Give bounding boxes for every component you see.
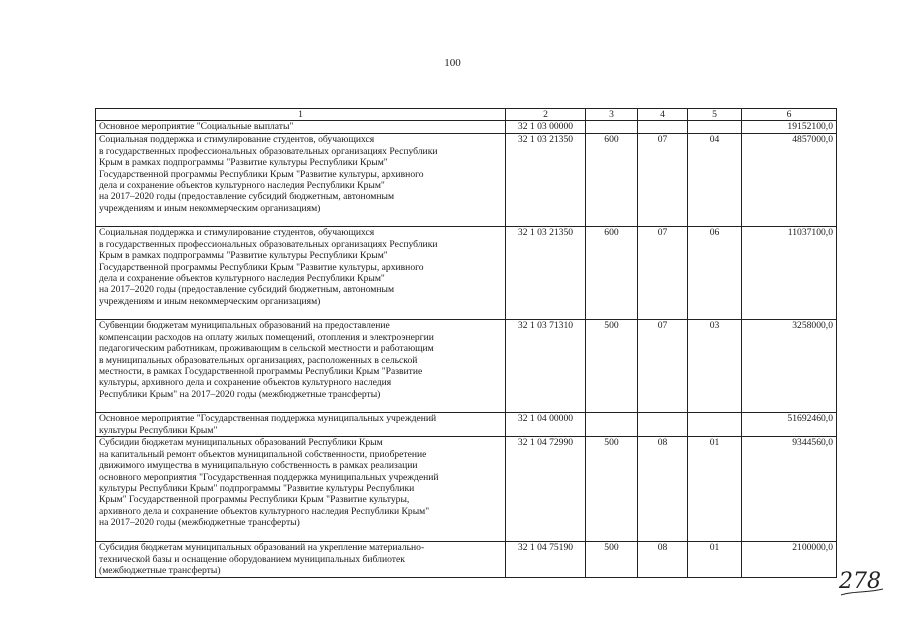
row-description: Социальная поддержка и стимулирование студентов, обучающихся в государственных профессиональных образовательных организациях Республики Крым в рамках подпрограммы "Развитие культуры Республики Крым" Государственной программы Республики Крым "Развитие культуры, архивного дела и сохранение объектов культурного наследия Республики Крым" на 2017–2020 годы (предоставление субсидий бюджетным, автономным учреждениям и иным некоммерческим организациям) <box>96 134 506 227</box>
row-col3: 600 <box>586 134 638 227</box>
table-row <box>96 437 837 542</box>
row-col5 <box>688 413 742 437</box>
row-amount: 3258000,0 <box>742 320 837 413</box>
col-header-4: 4 <box>638 109 688 121</box>
row-amount: 4857000,0 <box>742 134 837 227</box>
row-col4: 07 <box>638 134 688 227</box>
row-col4: 08 <box>638 542 688 578</box>
page-number: 100 <box>444 57 461 69</box>
row-col4: 08 <box>638 437 688 542</box>
row-col5: 03 <box>688 320 742 413</box>
row-col3: 500 <box>586 437 638 542</box>
row-amount: 9344560,0 <box>742 437 837 542</box>
col-header-2: 2 <box>506 109 586 121</box>
row-description: Субсидии бюджетам муниципальных образований Республики Крым на капитальный ремонт объектов муниципальной собственности, приобретение движимого имущества в муниципальную собственность в рамках реализации основного мероприятия "Государственная поддержка муниципальных учреждений культуры Республики Крым" подпрограммы "Развитие культуры Республики Крым" Государственной программы Республики Крым "Развитие культуры, архивного дела и сохранение объектов культурного наследия Республики Крым" на 2017–2020 годы (межбюджетные трансферты) <box>96 437 506 542</box>
row-description: Основное мероприятие "Государственная поддержка муниципальных учреждений культуры Республики Крым" <box>96 413 506 437</box>
row-col3 <box>586 121 638 134</box>
col-header-1: 1 <box>96 109 506 121</box>
table-row <box>96 134 837 227</box>
row-col3: 500 <box>586 320 638 413</box>
row-col5: 04 <box>688 134 742 227</box>
row-col5 <box>688 121 742 134</box>
row-code: 32 1 04 00000 <box>506 413 586 437</box>
budget-table <box>95 108 837 578</box>
table-row <box>96 542 837 578</box>
row-col4 <box>638 121 688 134</box>
row-col3 <box>586 413 638 437</box>
row-code: 32 1 03 00000 <box>506 121 586 134</box>
table-body <box>96 109 837 578</box>
row-col5: 06 <box>688 227 742 320</box>
row-code: 32 1 03 21350 <box>506 227 586 320</box>
table-row <box>96 320 837 413</box>
row-amount: 11037100,0 <box>742 227 837 320</box>
row-col5: 01 <box>688 437 742 542</box>
handwritten-page-number-text: 278 <box>839 569 881 594</box>
table-row <box>96 227 837 320</box>
row-amount: 2100000,0 <box>742 542 837 578</box>
row-col3: 500 <box>586 542 638 578</box>
row-col4: 07 <box>638 320 688 413</box>
row-amount: 19152100,0 <box>742 121 837 134</box>
row-code: 32 1 03 21350 <box>506 134 586 227</box>
row-code: 32 1 04 72990 <box>506 437 586 542</box>
row-code: 32 1 04 75190 <box>506 542 586 578</box>
handwritten-page-number <box>837 562 887 598</box>
row-description: Основное мероприятие "Социальные выплаты" <box>96 121 506 134</box>
row-description: Субсидия бюджетам муниципальных образований на укрепление материально- технической базы и оснащение оборудованием муниципальных библиотек (межбюджетные трансферты) <box>96 542 506 578</box>
col-header-5: 5 <box>688 109 742 121</box>
col-header-3: 3 <box>586 109 638 121</box>
row-col4 <box>638 413 688 437</box>
row-col5: 01 <box>688 542 742 578</box>
row-amount: 51692460,0 <box>742 413 837 437</box>
header-row <box>96 109 837 121</box>
table-row <box>96 413 837 437</box>
row-description: Социальная поддержка и стимулирование студентов, обучающихся в государственных профессиональных образовательных организациях Республики Крым в рамках подпрограммы "Развитие культуры Республики Крым" Государственной программы Республики Крым "Развитие культуры, архивного дела и сохранение объектов культурного наследия Республики Крым" на 2017–2020 годы (предоставление субсидий бюджетным, автономным учреждениям и иным некоммерческим организациям) <box>96 227 506 320</box>
row-code: 32 1 03 71310 <box>506 320 586 413</box>
row-col4: 07 <box>638 227 688 320</box>
row-col3: 600 <box>586 227 638 320</box>
col-header-6: 6 <box>742 109 837 121</box>
table-row <box>96 121 837 134</box>
row-description: Субвенции бюджетам муниципальных образований на предоставление компенсации расходов на оплату жилых помещений, отопления и электроэнергии педагогическим работникам, проживающим в сельской местности и работающим в муниципальных образовательных организациях, расположенных в сельской местности, в рамках Государственной программы Республики Крым "Развитие культуры, архивного дела и сохранение объектов культурного наследия Республики Крым" на 2017–2020 годы (межбюджетные трансферты) <box>96 320 506 413</box>
